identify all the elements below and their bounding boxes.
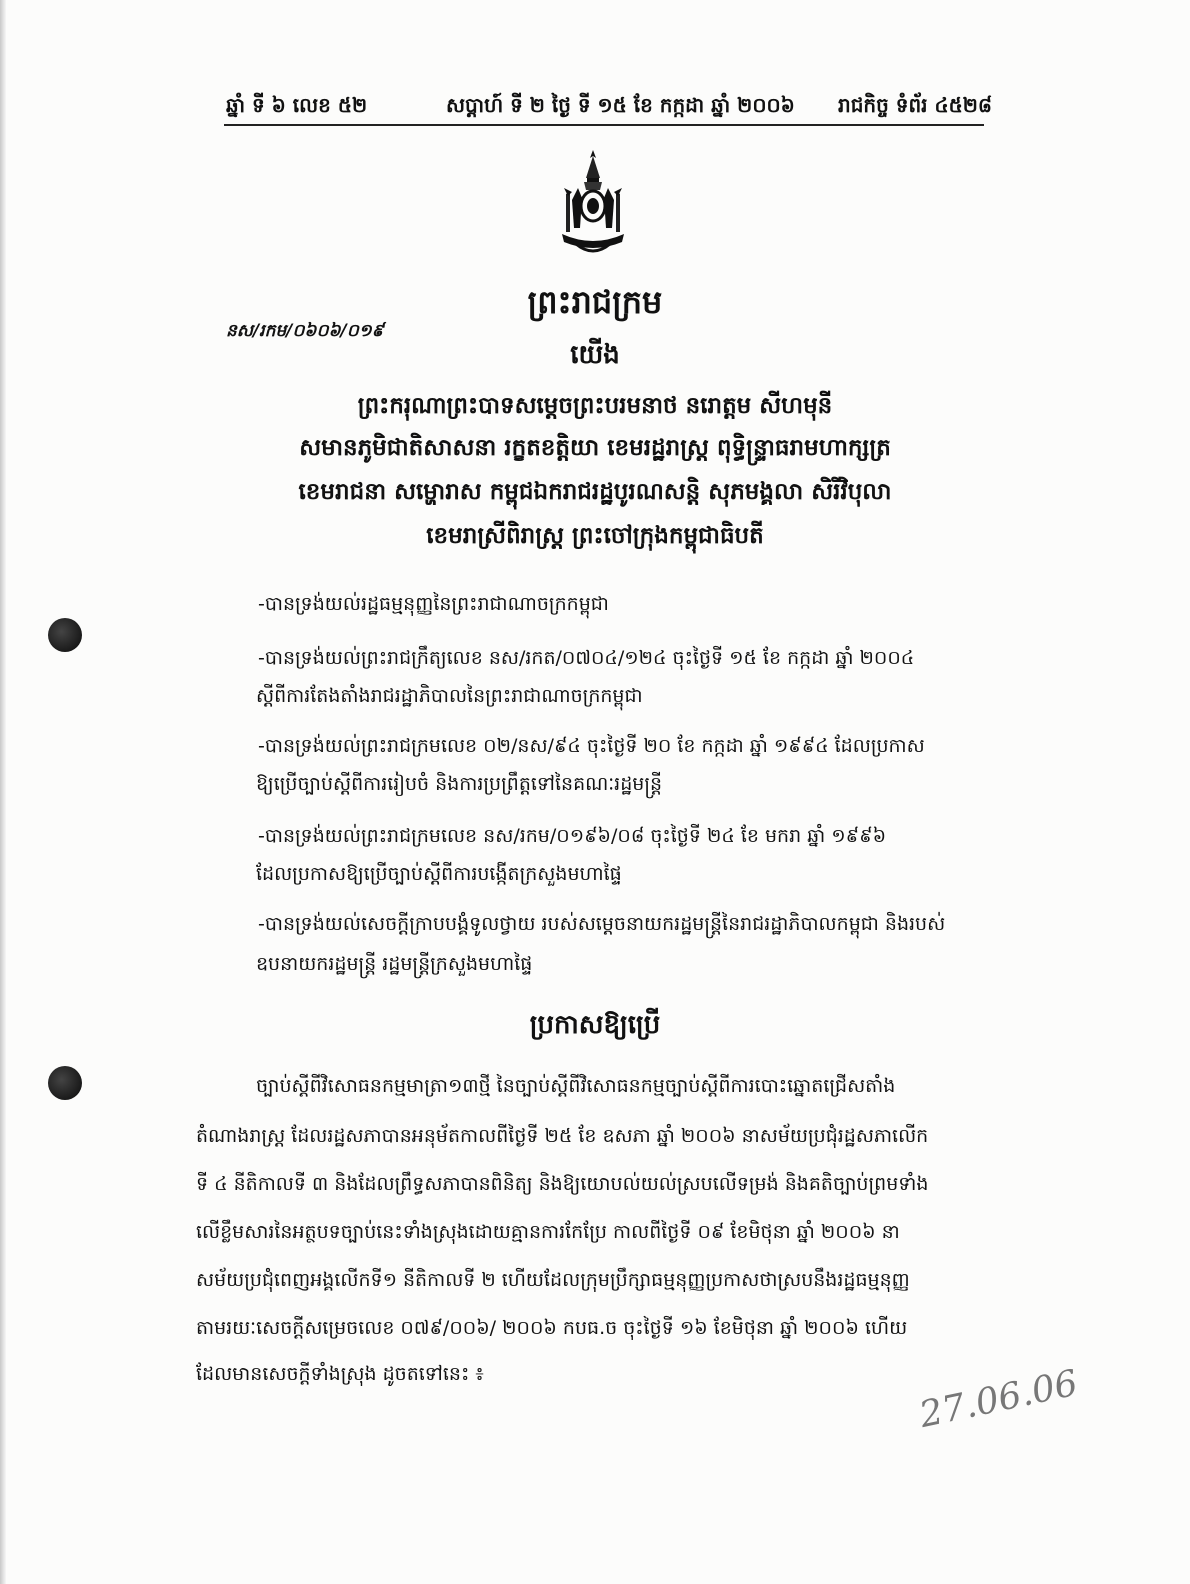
king-title-line-2: សមានភូមិជាតិសាសនា រក្ខតខត្តិយា ខេមរដ្ឋរាស្ត្រ ពុទ្ធិន្ទ្រាធរាមហាក្សត្រ bbox=[299, 435, 891, 461]
punch-hole-top bbox=[48, 618, 82, 652]
header-page-number: រាជកិច្ច ទំព័រ ៤៥២៨ bbox=[838, 93, 993, 117]
citation-council-of-ministers-law-continued: ឱ្យប្រើច្បាប់ស្តីពីការរៀបចំ និងការប្រព្រឹត្តទៅនៃគណៈរដ្ឋមន្ត្រី bbox=[256, 773, 663, 795]
punch-hole-bottom bbox=[48, 1066, 82, 1100]
scan-edge-shadow bbox=[0, 0, 6, 1584]
reference-number: នស/រកម/០៦០៦/០១៩ bbox=[226, 321, 384, 341]
yeung-heading: យើង bbox=[570, 340, 620, 370]
body-line-5: សម័យប្រជុំពេញអង្គលើកទី១ នីតិកាលទី ២ ហើយដែលក្រុមប្រឹក្សាធម្មនុញ្ញប្រកាសថាស្របនឹងរដ្ឋធម្មនុញ្ញ bbox=[196, 1269, 910, 1291]
king-title-line-3: ខេមរាជនា សម្ហោរាស កម្ពុជឯករាជរដ្ឋបូរណសន្តិ សុភមង្គលា សិរីវិបុលា bbox=[298, 479, 892, 505]
body-line-7: ដែលមានសេចក្តីទាំងស្រុង ដូចតទៅនេះ ៖ bbox=[196, 1363, 484, 1385]
body-line-6: តាមរយៈសេចក្តីសម្រេចលេខ ០៧៩/០០៦/ ២០០៦ កបធ.ច ចុះថ្ងៃទី ១៦ ខែមិថុនា ឆ្នាំ ២០០៦ ហើយ bbox=[196, 1317, 908, 1339]
citation-prime-minister-submission: -បានទ្រង់យល់សេចក្តីក្រាបបង្គំទូលថ្វាយ របស់សម្តេចនាយករដ្ឋមន្ត្រីនៃរាជរដ្ឋាភិបាលកម្ពុជា និងរបស់ bbox=[258, 913, 946, 935]
citation-ministry-of-interior-law: -បានទ្រង់យល់ព្រះរាជក្រមលេខ នស/រកម/០១៩៦/០៨ ចុះថ្ងៃទី ២៤ ខែ មករា ឆ្នាំ ១៩៩៦ bbox=[258, 825, 887, 847]
body-line-1: ច្បាប់ស្តីពីវិសោធនកម្មមាត្រា១៣ថ្មី នៃច្បាប់ស្តីពីវិសោធនកម្មច្បាប់ស្តីពីការបោះឆ្នោតជ្រើសតាំង bbox=[256, 1075, 896, 1097]
royal-kram-title: ព្រះរាជក្រម bbox=[527, 283, 663, 321]
king-title-line-1: ព្រះករុណាព្រះបាទសម្តេចព្រះបរមនាថ នរោត្តម សីហមុនី bbox=[357, 393, 833, 419]
body-line-3: ទី ៤ នីតិកាលទី ៣ និងដែលព្រឹទ្ធសភាបានពិនិត្យ និងឱ្យយោបល់យល់ស្របលើទម្រង់ និងគតិច្បាប់ព្រមទាំង bbox=[196, 1173, 929, 1195]
body-line-2: តំណាងរាស្ត្រ ដែលរដ្ឋសភាបានអនុម័តកាលពីថ្ងៃទី ២៥ ខែ ឧសភា ឆ្នាំ ២០០៦ នាសម័យប្រជុំរដ្ឋសភាលើក bbox=[196, 1125, 929, 1147]
header-date: សប្តាហ៍ ទី ២ ថ្ងៃ ទី ១៥ ខែ កក្កដា ឆ្នាំ ២០០៦ bbox=[446, 93, 795, 117]
header-year-issue: ឆ្នាំ ទី ៦ លេខ ៥២ bbox=[226, 93, 368, 117]
citation-royal-decree-continued: ស្តីពីការតែងតាំងរាជរដ្ឋាភិបាលនៃព្រះរាជាណាចក្រកម្ពុជា bbox=[256, 685, 643, 707]
citation-ministry-of-interior-law-continued: ដែលប្រកាសឱ្យប្រើច្បាប់ស្តីពីការបង្កើតក្រសួងមហាផ្ទៃ bbox=[256, 863, 622, 885]
gazette-header bbox=[0, 92, 1190, 124]
royal-coat-of-arms-icon bbox=[556, 148, 630, 260]
citation-prime-minister-submission-continued: ឧបនាយករដ្ឋមន្ត្រី រដ្ឋមន្ត្រីក្រសួងមហាផ្ទៃ bbox=[256, 953, 533, 975]
promulgate-heading: ប្រកាសឱ្យប្រើ bbox=[529, 1010, 661, 1040]
citation-council-of-ministers-law: -បានទ្រង់យល់ព្រះរាជក្រមលេខ ០២/នស/៩៤ ចុះថ្ងៃទី ២០ ខែ កក្កដា ឆ្នាំ ១៩៩៤ ដែលប្រកាស bbox=[258, 735, 925, 757]
citation-royal-decree: -បានទ្រង់យល់ព្រះរាជក្រឹត្យលេខ នស/រកត/០៧០៤/១២៤ ចុះថ្ងៃទី ១៥ ខែ កក្កដា ឆ្នាំ ២០០៤ bbox=[258, 647, 915, 669]
handwritten-date: 27.06.06 bbox=[916, 1362, 1082, 1437]
king-title-line-4: ខេមរាស្រីពិរាស្ត្រ ព្រះចៅក្រុងកម្ពុជាធិបតី bbox=[426, 523, 764, 549]
body-line-4: លើខ្លឹមសារនៃអត្ថបទច្បាប់នេះទាំងស្រុងដោយគ្មានការកែប្រែ កាលពីថ្ងៃទី ០៩ ខែមិថុនា ឆ្នាំ ២០០៦ នា bbox=[196, 1221, 900, 1243]
citation-constitution: -បានទ្រង់យល់រដ្ឋធម្មនុញ្ញនៃព្រះរាជាណាចក្រកម្ពុជា bbox=[258, 593, 609, 615]
header-rule bbox=[224, 124, 984, 126]
